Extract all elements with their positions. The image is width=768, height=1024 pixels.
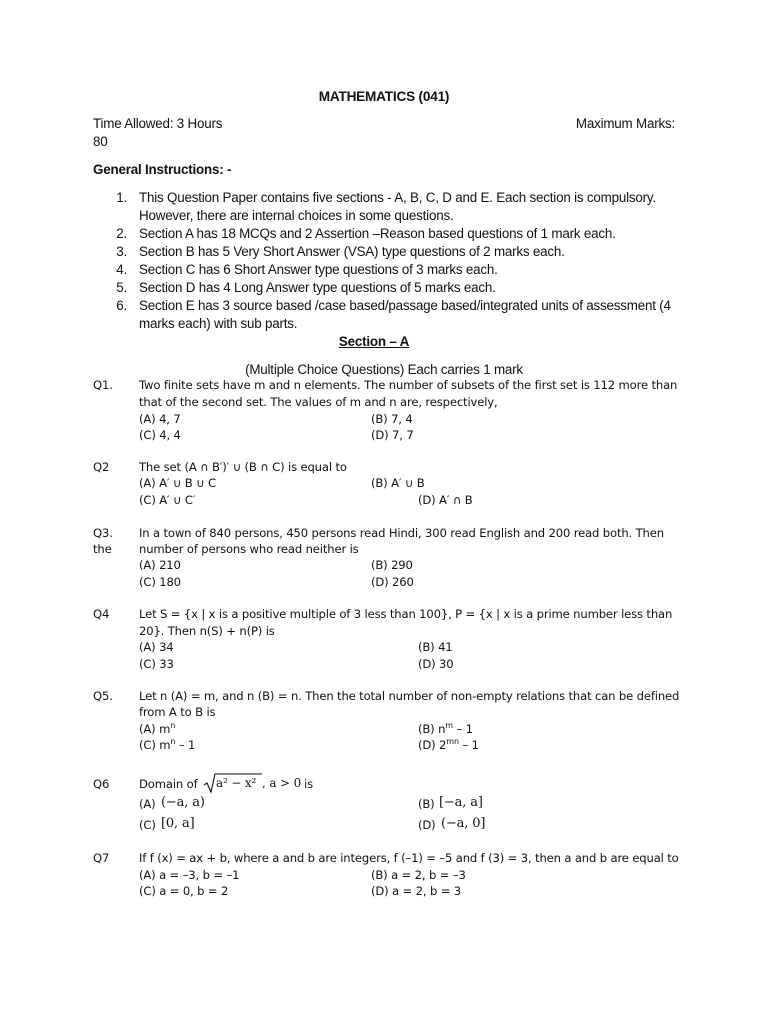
max-marks-label: Maximum Marks:: [575, 116, 675, 131]
instruction-number: 4.: [116, 262, 127, 277]
instruction-number: 3.: [116, 244, 127, 259]
option-rest: – 1: [452, 722, 473, 736]
general-instructions-heading: General Instructions: -: [93, 162, 232, 177]
instruction-text: Section B has 5 Very Short Answer (VSA) type questions of 2 marks each.: [139, 244, 565, 259]
option-a: (A) a = –3, b = –1: [139, 868, 240, 882]
question-text: Let S = {x | x is a positive multiple of 3 less than 100}, P = {x | x is a prime number less than: [139, 607, 673, 621]
option-b: (B) a = 2, b = –3: [371, 868, 466, 882]
option-b: [−a, a]: [439, 795, 483, 810]
paper-title: MATHEMATICS (041): [318, 89, 450, 104]
question-text: In a town of 840 persons, 450 persons read Hindi, 300 read English and 200 read both. Then: [139, 526, 664, 540]
question-number: Q6: [93, 777, 110, 791]
option-a: (A) 4, 7: [139, 412, 181, 426]
question-number: Q5.: [93, 689, 113, 703]
option-d: (−a, 0]: [441, 816, 486, 831]
question-text: Two finite sets have m and n elements. The number of subsets of the first set is 112 more than: [139, 378, 678, 392]
option-exponent: m: [445, 721, 453, 731]
instruction-text: This Question Paper contains five sections - A, B, C, D and E. Each section is compulsory.: [139, 190, 656, 205]
option-a: (−a, a): [161, 795, 205, 810]
option-a-label: (A): [139, 797, 156, 811]
question-suffix: is: [304, 777, 313, 791]
option-a: (A) A′ ∪ B ∪ C: [139, 476, 216, 490]
question-number: Q3.: [93, 526, 113, 540]
option-d: (D) A′ ∩ B: [418, 493, 473, 507]
option-c: [139, 738, 195, 752]
option-b: (B) 290: [371, 558, 413, 572]
question-text: The set (A ∩ B′)′ ∪ (B ∩ C) is equal to: [139, 460, 347, 474]
section-subtitle: (Multiple Choice Questions) Each carries 1 mark: [245, 362, 523, 377]
option-a: [139, 722, 175, 736]
option-b: (B) A′ ∪ B: [371, 476, 425, 490]
question-prefix: Domain of: [139, 777, 198, 791]
option-d: (D) 7, 7: [371, 428, 414, 442]
option-c: (C) a = 0, b = 2: [139, 884, 229, 898]
question-number: Q1.: [93, 378, 113, 392]
option-d: (D) 260: [371, 575, 414, 589]
option-exponent: n: [170, 737, 176, 747]
section-title: Section – A: [338, 334, 410, 349]
instruction-text: Section E has 3 source based /case based/passage based/integrated units of assessment (4: [139, 298, 671, 313]
question-number-overflow: the: [93, 542, 112, 556]
instruction-text: Section A has 18 MCQs and 2 Assertion –Reason based questions of 1 mark each.: [139, 226, 616, 241]
option-c: (C) 180: [139, 575, 181, 589]
question-text: from A to B is: [139, 705, 216, 719]
question-text: Let n (A) = m, and n (B) = n. Then the total number of non-empty relations that can be defined: [139, 689, 680, 703]
instruction-number: 5.: [116, 280, 127, 295]
option-b: (B) 7, 4: [371, 412, 413, 426]
question-text: number of persons who read neither is: [139, 542, 359, 556]
option-d: (D) 30: [418, 657, 454, 671]
option-base: (D) 2: [418, 738, 447, 752]
option-rest: – 1: [458, 738, 479, 752]
max-marks-value: 80: [93, 134, 108, 149]
option-exponent: n: [170, 721, 176, 731]
instruction-text: Section D has 4 Long Answer type questions of 5 marks each.: [139, 280, 496, 295]
instruction-number: 1.: [116, 190, 127, 205]
option-c: [0, a]: [161, 816, 195, 831]
sqrt-radicand: a² − x²: [216, 776, 257, 790]
option-exponent: mn: [446, 737, 459, 747]
domain-condition: , a > 0: [262, 776, 302, 790]
option-base: (A) m: [139, 722, 171, 736]
option-b: (B) 41: [418, 640, 453, 654]
time-allowed: Time Allowed: 3 Hours: [93, 116, 223, 131]
option-b: [418, 722, 473, 736]
option-d: [418, 738, 479, 752]
option-base: (B) n: [418, 722, 446, 736]
instruction-text: However, there are internal choices in some questions.: [139, 208, 454, 223]
option-c: (C) 33: [139, 657, 174, 671]
question-text: If f (x) = ax + b, where a and b are integers, f (–1) = –5 and f (3) = 3, then a and b are equal to: [139, 851, 679, 865]
question-text: that of the second set. The values of m and n are, respectively,: [139, 395, 498, 409]
option-c: (C) 4, 4: [139, 428, 181, 442]
option-b-label: (B): [418, 797, 435, 811]
option-c-label: (C): [139, 818, 156, 832]
question-number: Q4: [93, 607, 110, 621]
option-base: (C) m: [139, 738, 171, 752]
option-rest: – 1: [175, 738, 196, 752]
option-d-label: (D): [418, 818, 436, 832]
option-a: (A) 34: [139, 640, 174, 654]
question-text: 20}. Then n(S) + n(P) is: [139, 624, 275, 638]
question-number: Q7: [93, 851, 110, 865]
option-a: (A) 210: [139, 558, 181, 572]
instruction-text: marks each) with sub parts.: [139, 316, 298, 331]
option-d: (D) a = 2, b = 3: [371, 884, 462, 898]
instruction-number: 6.: [116, 298, 127, 313]
instruction-text: Section C has 6 Short Answer type questions of 3 marks each.: [139, 262, 498, 277]
instruction-number: 2.: [116, 226, 127, 241]
option-c: (C) A′ ∪ C′: [139, 493, 196, 507]
question-number: Q2: [93, 460, 110, 474]
